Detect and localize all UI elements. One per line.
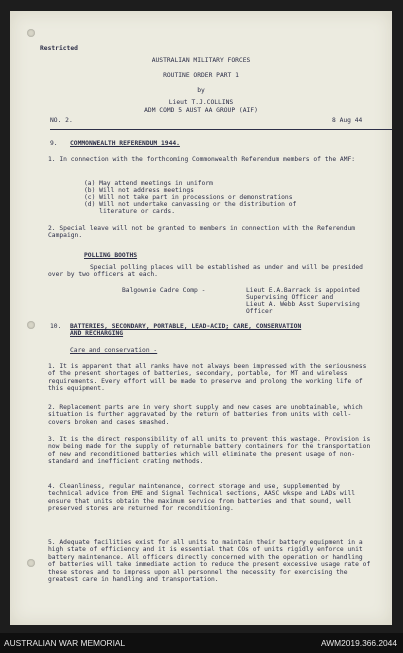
booth-officer-line: Lieut A. Webb Asst Supervising: [246, 301, 360, 308]
header-line-5: ADM COMD 5 AUST AA GROUP (AIF): [144, 107, 258, 114]
footer-source: AUSTRALIAN WAR MEMORIAL: [4, 638, 126, 648]
booth-officer-line: Lieut E.A.Barrack is appointed: [246, 287, 360, 294]
divider: [50, 129, 392, 130]
section-10-para-1: 1. It is apparent that all ranks have not always been impressed with the seriousness of the present shortages of batteries, secondary, portable, for MT and wireless requirements. Every effort will be made to preserve and prolong the working life of this equipment.: [48, 363, 367, 393]
order-date: 8 Aug 44: [332, 117, 363, 124]
header-line-2: ROUTINE ORDER PART 1: [163, 72, 239, 79]
archive-footer: [0, 633, 403, 653]
section-9-title: COMMONWEALTH REFERENDUM 1944.: [70, 140, 180, 147]
section-10-para-3: 3. It is the direct responsibility of all units to prevent this wastage. Provision is now being made for the supply of returnable battery containers for the transportation of new and reconditioned batteries which will eliminate the present usage of non-standard and inefficient crating methods.: [48, 436, 371, 466]
section-10-para-2: 2. Replacement parts are in very short supply and new cases are unobtainable, which situation is further aggravated by the return of batteries from units with cell-covers broken and cases smashed.: [48, 404, 363, 426]
booth-location: Balgownie Cadre Comp -: [122, 287, 206, 294]
footer-reference: AWM2019.366.2044: [320, 638, 397, 648]
polling-booths-heading: POLLING BOOTHS: [84, 252, 138, 259]
header-line-3: by: [197, 87, 205, 94]
section-9-item-c: (c) Will not take part in processions or demonstrations: [84, 194, 293, 201]
section-9-para-3: Special polling places will be established as under and will be presided over by two officers at each.: [48, 264, 363, 279]
document-page: [10, 11, 392, 625]
care-conservation-heading: Care and conservation -: [70, 347, 158, 354]
section-9-item-d-cont: literature or cards.: [84, 208, 175, 215]
punch-hole: [27, 559, 35, 567]
order-number: NO. 2.: [50, 117, 73, 124]
section-9-item-a: (a) May attend meetings in uniform: [84, 180, 213, 187]
punch-hole: [27, 321, 35, 329]
booth-officer-line: Supervising Officer and: [246, 294, 334, 301]
classification-marking: Restricted: [40, 45, 78, 52]
booth-officer-line: Officer: [246, 308, 273, 315]
header-line-1: AUSTRALIAN MILITARY FORCES: [151, 57, 251, 64]
section-10-para-4: 4. Cleanliness, regular maintenance, correct storage and use, supplemented by technical advice from EME and Signal Technical sections, AASC wkspe and LADs will ensure that units obtain the maximum service from batteries and that sound, well preserved stores are returned for reconditioning.: [48, 483, 356, 513]
section-10-number: 10.: [50, 323, 62, 330]
section-9-number: 9.: [50, 140, 58, 147]
section-10-title-line-2: AND RECHARGING: [70, 330, 124, 337]
punch-hole: [27, 29, 35, 37]
section-9-para-1: 1. In connection with the forthcoming Commonwealth Referendum members of the AMF:: [48, 156, 356, 163]
header-line-4: Lieut T.J.COLLINS: [168, 99, 234, 106]
section-9-item-b: (b) Will not address meetings: [84, 187, 194, 194]
section-9-para-2: 2. Special leave will not be granted to members in connection with the Referendum Campaign.: [48, 225, 356, 240]
section-10-title-line-1: BATTERIES, SECONDARY, PORTABLE, LEAD-ACID; CARE, CONSERVATION: [70, 323, 302, 330]
section-10-para-5: 5. Adequate facilities exist for all units to maintain their battery equipment in a high state of efficiency and it is essential that COs of units rigidly enforce unit battery maintenance. All officers directly concerned with the operation or handling of batteries will take immediate action to reduce the present excessive usage rate of these stores and to impress upon all personnel the necessity for exercising the greatest care in handling and transportation.: [48, 539, 371, 584]
section-9-item-d: (d) Will not undertake canvassing or the distribution of: [84, 201, 297, 208]
